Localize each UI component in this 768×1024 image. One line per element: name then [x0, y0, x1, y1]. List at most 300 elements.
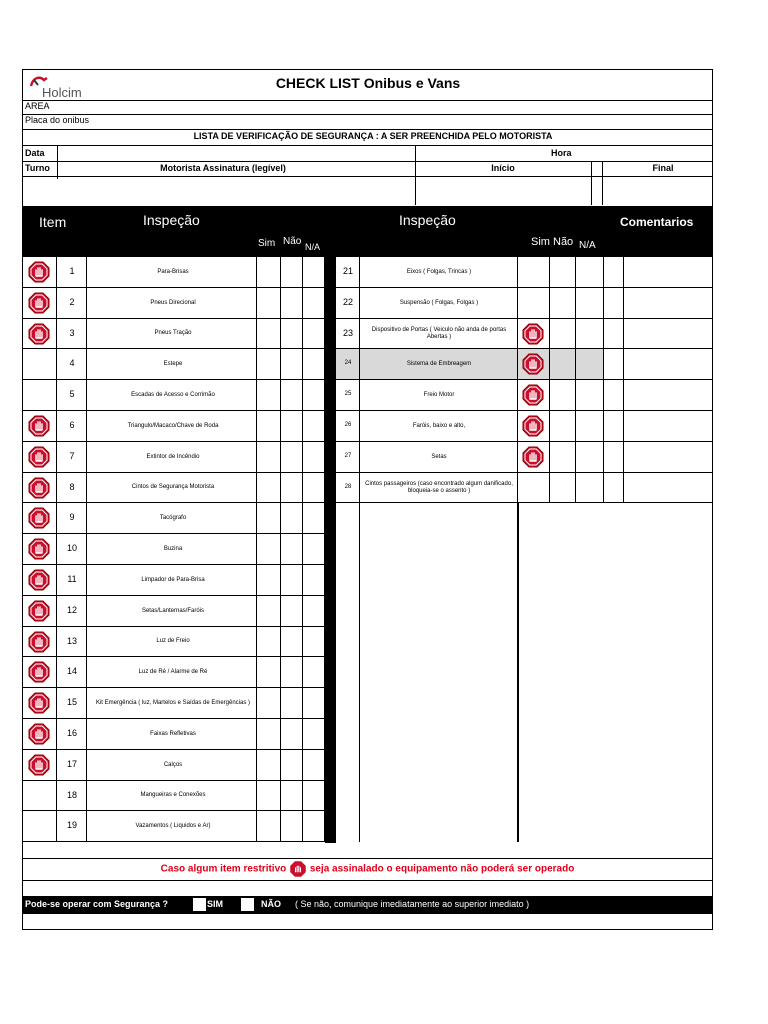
table-row	[336, 534, 712, 565]
item-number: 17	[66, 758, 77, 769]
restrictive-cell	[518, 442, 550, 473]
final-input[interactable]	[603, 177, 713, 205]
restrictive-cell	[23, 349, 57, 380]
na-checkbox[interactable]	[303, 349, 325, 380]
sim-checkbox[interactable]	[257, 627, 281, 658]
table-row	[336, 380, 712, 411]
item-number: 12	[66, 604, 77, 615]
item-number-cell	[57, 811, 87, 842]
stop-hand-icon	[522, 323, 544, 345]
na-checkbox[interactable]	[604, 442, 624, 473]
hora-label: Hora	[551, 148, 572, 158]
item-description: Setas	[431, 453, 447, 460]
na-checkbox[interactable]	[303, 473, 325, 504]
table-row	[23, 719, 325, 750]
item-number: 1	[69, 266, 75, 276]
table-row	[23, 442, 325, 473]
na-checkbox[interactable]	[303, 288, 325, 319]
sim-checkbox[interactable]	[257, 596, 281, 627]
item-number-cell	[336, 319, 360, 350]
sim-checkbox[interactable]	[257, 657, 281, 688]
stop-hand-icon	[522, 384, 544, 406]
item-description: Sistema de Embreagem	[406, 361, 472, 368]
stop-hand-icon	[28, 292, 50, 314]
header-nao-right: Não	[553, 236, 574, 248]
item-number: 21	[342, 266, 353, 276]
nao-checkbox[interactable]	[281, 627, 303, 658]
item-number-cell	[57, 565, 87, 596]
restrictive-cell	[23, 688, 57, 719]
item-number: 27	[344, 452, 352, 459]
item-number-cell	[57, 380, 87, 411]
item-number-cell	[57, 349, 87, 380]
restrictive-cell	[23, 319, 57, 350]
description-cell	[360, 473, 518, 504]
na-checkbox[interactable]	[604, 257, 624, 288]
form-subtitle: LISTA DE VERIFICAÇÃO DE SEGURANÇA : A SER PREENCHIDA PELO MOTORISTA	[193, 131, 553, 141]
na-checkbox[interactable]	[604, 319, 624, 350]
header-inspecao-right: Inspeção	[399, 212, 456, 228]
empty-cell	[336, 534, 360, 565]
description-cell	[87, 596, 257, 627]
operate-note: ( Se não, comunique imediatamente ao superior imediato )	[295, 899, 530, 909]
table-row	[336, 473, 712, 504]
comment-field[interactable]	[624, 442, 712, 473]
item-number: 25	[344, 391, 352, 398]
sim-checkbox[interactable]	[550, 288, 576, 319]
nao-checkbox[interactable]	[576, 257, 604, 288]
table-row	[23, 534, 325, 565]
item-number: 24	[344, 360, 352, 367]
nao-checkbox[interactable]	[576, 380, 604, 411]
operate-question: Pode-se operar com Segurança ?	[25, 899, 169, 909]
item-number-cell	[57, 411, 87, 442]
table-row	[23, 349, 325, 380]
comment-field[interactable]	[518, 781, 712, 812]
nao-checkbox[interactable]	[281, 719, 303, 750]
restrictive-cell	[518, 473, 550, 504]
item-number-cell	[57, 688, 87, 719]
comment-field[interactable]	[518, 750, 712, 781]
sim-checkbox[interactable]	[257, 719, 281, 750]
item-number: 18	[66, 789, 77, 800]
sim-checkbox[interactable]	[550, 473, 576, 504]
table-row	[23, 503, 325, 534]
nao-checkbox[interactable]	[241, 898, 254, 911]
na-checkbox[interactable]	[303, 411, 325, 442]
item-number-cell	[57, 657, 87, 688]
comment-field[interactable]	[624, 288, 712, 319]
stop-hand-icon	[28, 477, 50, 499]
sim-checkbox[interactable]	[257, 411, 281, 442]
description-cell	[87, 349, 257, 380]
restrictive-cell	[23, 257, 57, 288]
stop-hand-icon	[28, 754, 50, 776]
nao-label: NÃO	[261, 899, 281, 909]
item-number: 3	[69, 327, 75, 338]
sim-checkbox[interactable]	[550, 319, 576, 350]
table-row	[336, 811, 712, 842]
item-description: Cintos passageiros (caso encontrado algum danificado, bloqueia-se o assento )	[365, 480, 513, 494]
comment-field[interactable]	[518, 811, 712, 842]
nao-checkbox[interactable]	[576, 349, 604, 380]
item-number-cell	[336, 411, 360, 442]
na-checkbox[interactable]	[303, 781, 325, 812]
table-row	[336, 781, 712, 812]
empty-cell	[360, 503, 518, 534]
empty-cell	[360, 781, 518, 812]
item-description: Eixos ( Folgas, Trincas )	[406, 268, 472, 275]
comment-field[interactable]	[518, 719, 712, 750]
table-row	[336, 442, 712, 473]
item-number-cell	[57, 473, 87, 504]
item-number-cell	[57, 288, 87, 319]
empty-cell	[336, 503, 360, 534]
description-cell	[87, 503, 257, 534]
item-number: 9	[69, 512, 75, 523]
table-row	[23, 380, 325, 411]
stop-hand-icon	[28, 415, 50, 437]
item-number: 2	[69, 296, 75, 307]
na-checkbox[interactable]	[604, 411, 624, 442]
header-comentarios: Comentarios	[620, 215, 694, 229]
restrictive-cell	[23, 380, 57, 411]
item-description: Freio Motor	[423, 392, 455, 399]
sim-checkbox[interactable]	[550, 349, 576, 380]
sim-checkbox[interactable]	[257, 503, 281, 534]
nao-checkbox[interactable]	[281, 657, 303, 688]
restrictive-cell	[518, 288, 550, 319]
item-description: Para-Brisas	[157, 268, 189, 275]
item-number-cell	[57, 750, 87, 781]
description-cell	[87, 627, 257, 658]
restrictive-cell	[23, 503, 57, 534]
stop-hand-icon	[28, 600, 50, 622]
nao-checkbox[interactable]	[576, 319, 604, 350]
na-checkbox[interactable]	[303, 596, 325, 627]
header-sim-left: Sim	[258, 238, 276, 249]
restrictive-cell	[23, 534, 57, 565]
table-row	[23, 657, 325, 688]
table-row	[23, 781, 325, 812]
sim-checkbox[interactable]	[257, 688, 281, 719]
nao-checkbox[interactable]	[281, 288, 303, 319]
item-description: Mangueiras e Conexões	[140, 792, 206, 799]
item-number-cell	[57, 534, 87, 565]
restrictive-cell	[23, 657, 57, 688]
empty-cell	[360, 750, 518, 781]
comment-field[interactable]	[518, 657, 712, 688]
item-number: 4	[69, 358, 75, 369]
description-cell	[87, 257, 257, 288]
nao-checkbox[interactable]	[576, 411, 604, 442]
item-number-cell	[336, 380, 360, 411]
table-row	[23, 688, 325, 719]
restrictive-warning	[23, 860, 712, 880]
stop-hand-icon	[28, 661, 50, 683]
table-row	[336, 750, 712, 781]
description-cell	[360, 257, 518, 288]
empty-cell	[336, 565, 360, 596]
stop-hand-icon	[28, 261, 50, 283]
restrictive-cell	[518, 380, 550, 411]
item-number: 10	[66, 543, 77, 554]
header-inspecao-left: Inspeção	[143, 212, 200, 228]
item-description: Dispositivo de Portas ( Veiculo não anda de portas Abertas )	[371, 326, 507, 340]
nao-checkbox[interactable]	[281, 503, 303, 534]
stop-hand-icon	[289, 860, 307, 878]
comment-field[interactable]	[624, 380, 712, 411]
header-sim-right: Sim	[531, 236, 550, 248]
placa-label: Placa do onibus	[25, 115, 90, 125]
item-number-cell	[57, 319, 87, 350]
nao-checkbox[interactable]	[281, 534, 303, 565]
restrictive-cell	[23, 627, 57, 658]
nao-checkbox[interactable]	[281, 411, 303, 442]
description-cell	[360, 288, 518, 319]
description-cell	[87, 688, 257, 719]
item-number: 15	[66, 697, 77, 708]
table-row	[336, 596, 712, 627]
table-row	[336, 688, 712, 719]
stop-hand-icon	[28, 569, 50, 591]
description-cell	[360, 411, 518, 442]
nao-checkbox[interactable]	[281, 565, 303, 596]
comment-field[interactable]	[624, 411, 712, 442]
nao-checkbox[interactable]	[576, 288, 604, 319]
description-cell	[87, 811, 257, 842]
na-checkbox[interactable]	[303, 442, 325, 473]
na-checkbox[interactable]	[303, 380, 325, 411]
comment-field[interactable]	[518, 596, 712, 627]
nao-checkbox[interactable]	[281, 380, 303, 411]
item-number-cell	[336, 473, 360, 504]
empty-cell	[336, 811, 360, 842]
item-number: 13	[66, 635, 77, 646]
na-checkbox[interactable]	[303, 257, 325, 288]
sim-checkbox[interactable]	[257, 442, 281, 473]
empty-cell	[360, 657, 518, 688]
item-description: Calços	[163, 761, 183, 768]
nao-checkbox[interactable]	[281, 349, 303, 380]
na-checkbox[interactable]	[303, 319, 325, 350]
table-divider	[325, 257, 336, 843]
restrictive-cell	[23, 288, 57, 319]
restrictive-cell	[23, 473, 57, 504]
restrictive-cell	[518, 411, 550, 442]
motorista-label: Motorista Assinatura (legível)	[160, 163, 286, 173]
table-row	[336, 503, 712, 534]
description-cell	[87, 565, 257, 596]
table-row	[23, 565, 325, 596]
empty-cell	[360, 719, 518, 750]
comment-field[interactable]	[518, 688, 712, 719]
table-row	[23, 288, 325, 319]
empty-cell	[360, 565, 518, 596]
na-checkbox[interactable]	[604, 473, 624, 504]
inicio-input[interactable]	[416, 177, 590, 205]
empty-cell	[360, 596, 518, 627]
operate-question-bar	[23, 896, 712, 913]
logo-text: Holcim	[42, 85, 82, 100]
nao-checkbox[interactable]	[281, 257, 303, 288]
na-checkbox[interactable]	[303, 565, 325, 596]
table-row	[23, 811, 325, 842]
restrictive-cell	[23, 811, 57, 842]
description-cell	[87, 657, 257, 688]
inicio-label: Início	[491, 163, 515, 173]
table-row	[336, 565, 712, 596]
nao-checkbox[interactable]	[281, 596, 303, 627]
item-number-cell	[336, 442, 360, 473]
item-description: Kit Emergência ( luz, Martelos e Saídas de Emergências )	[95, 700, 251, 707]
item-number-cell	[336, 288, 360, 319]
item-description: Tacógrafo	[159, 515, 187, 522]
na-checkbox[interactable]	[303, 811, 325, 842]
item-description: Luz de Freio	[156, 638, 190, 645]
na-checkbox[interactable]	[303, 503, 325, 534]
stop-hand-icon	[28, 692, 50, 714]
item-description: Limpador de Para-Brisa	[141, 576, 205, 583]
item-description: Pneus Direcional	[150, 299, 196, 306]
restrictive-cell	[23, 442, 57, 473]
table-row	[23, 473, 325, 504]
area-label: AREA	[25, 101, 50, 111]
item-number-cell	[336, 349, 360, 380]
nao-checkbox[interactable]	[281, 319, 303, 350]
item-description: Extintor de Incêndio	[146, 453, 200, 460]
comment-field[interactable]	[624, 349, 712, 380]
sim-checkbox[interactable]	[550, 442, 576, 473]
comment-field[interactable]	[518, 565, 712, 596]
empty-cell	[336, 627, 360, 658]
item-number: 16	[66, 728, 77, 738]
header-na-right: N/A	[579, 240, 596, 251]
sim-checkbox[interactable]	[257, 288, 281, 319]
nao-checkbox[interactable]	[281, 781, 303, 812]
na-checkbox[interactable]	[303, 627, 325, 658]
description-cell	[360, 349, 518, 380]
description-cell	[87, 534, 257, 565]
sim-checkbox[interactable]	[550, 257, 576, 288]
na-checkbox[interactable]	[303, 719, 325, 750]
turno-input[interactable]	[58, 177, 414, 205]
sim-label: SIM	[207, 899, 224, 909]
sim-checkbox[interactable]	[257, 565, 281, 596]
sim-checkbox[interactable]	[257, 473, 281, 504]
stop-hand-icon	[28, 723, 50, 745]
item-number: 19	[66, 820, 77, 831]
stop-hand-icon	[28, 507, 50, 529]
description-cell	[360, 380, 518, 411]
item-description: Vazamentos ( Liquidos e Ar)	[135, 823, 211, 830]
nao-checkbox[interactable]	[281, 473, 303, 504]
table-row	[336, 319, 712, 350]
table-row	[23, 257, 325, 288]
nao-checkbox[interactable]	[576, 473, 604, 504]
final-label: Final	[652, 163, 674, 173]
table-row	[336, 627, 712, 658]
na-checkbox[interactable]	[303, 688, 325, 719]
description-cell	[87, 719, 257, 750]
table-row	[336, 257, 712, 288]
na-checkbox[interactable]	[303, 534, 325, 565]
item-number-cell	[57, 257, 87, 288]
item-number: 14	[66, 666, 77, 677]
na-checkbox[interactable]	[303, 657, 325, 688]
item-number: 5	[69, 389, 75, 400]
table-header	[23, 206, 712, 257]
table-row	[23, 411, 325, 442]
nao-checkbox[interactable]	[281, 688, 303, 719]
sim-checkbox[interactable]	[257, 380, 281, 411]
sim-checkbox[interactable]	[257, 750, 281, 781]
sim-checkbox[interactable]	[257, 811, 281, 842]
item-number: 11	[67, 574, 77, 584]
header-na-left: N/A	[305, 242, 321, 252]
restrictive-cell	[23, 411, 57, 442]
sim-checkbox[interactable]	[550, 411, 576, 442]
comment-field[interactable]	[624, 257, 712, 288]
na-checkbox[interactable]	[604, 380, 624, 411]
empty-cell	[360, 688, 518, 719]
stop-hand-icon	[522, 353, 544, 375]
item-number-cell	[57, 627, 87, 658]
na-checkbox[interactable]	[604, 349, 624, 380]
empty-cell	[336, 750, 360, 781]
description-cell	[87, 380, 257, 411]
description-cell	[360, 442, 518, 473]
table-row	[23, 596, 325, 627]
sim-checkbox[interactable]	[257, 534, 281, 565]
na-checkbox[interactable]	[303, 750, 325, 781]
nao-checkbox[interactable]	[281, 750, 303, 781]
comment-field[interactable]	[624, 473, 712, 504]
warning-text-pre: Caso algum item restritivo	[160, 863, 287, 875]
header-item: Item	[39, 214, 67, 230]
item-number: 22	[342, 296, 353, 307]
sim-checkbox[interactable]	[257, 349, 281, 380]
sim-checkbox[interactable]	[257, 781, 281, 812]
sim-checkbox[interactable]	[550, 380, 576, 411]
comment-field[interactable]	[518, 627, 712, 658]
na-checkbox[interactable]	[604, 288, 624, 319]
table-row	[23, 750, 325, 781]
comment-field[interactable]	[518, 503, 712, 534]
empty-cell	[336, 781, 360, 812]
sim-checkbox[interactable]	[257, 319, 281, 350]
nao-checkbox[interactable]	[281, 442, 303, 473]
nao-checkbox[interactable]	[281, 811, 303, 842]
restrictive-cell	[518, 349, 550, 380]
nao-checkbox[interactable]	[576, 442, 604, 473]
item-description: Pneus Tração	[154, 330, 192, 337]
sim-checkbox[interactable]	[193, 898, 206, 911]
comment-field[interactable]	[518, 534, 712, 565]
description-cell	[87, 473, 257, 504]
item-description: Buzina	[163, 546, 183, 553]
sim-checkbox[interactable]	[257, 257, 281, 288]
description-cell	[87, 442, 257, 473]
table-row	[336, 411, 712, 442]
table-row	[23, 627, 325, 658]
description-cell	[87, 319, 257, 350]
header-nao-left: Não	[283, 236, 302, 247]
table-row	[336, 657, 712, 688]
item-description: Escadas de Acesso e Corrimão	[131, 392, 215, 399]
checklist-form	[22, 69, 713, 930]
comment-field[interactable]	[624, 319, 712, 350]
